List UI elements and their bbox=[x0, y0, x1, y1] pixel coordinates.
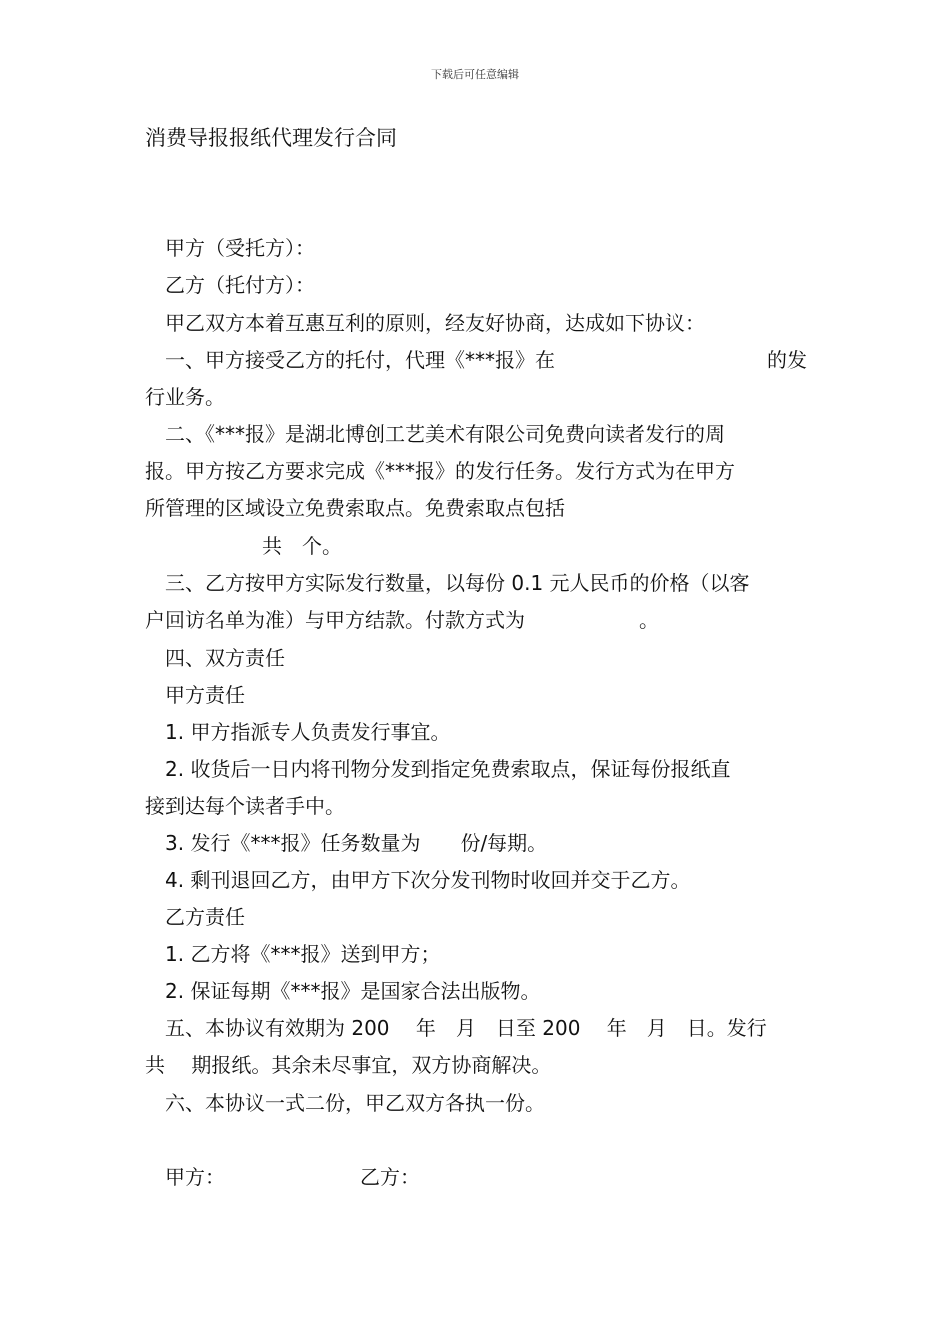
page-header: 下载后可任意编辑 bbox=[431, 68, 519, 81]
clause-2-count: 共 个。 bbox=[262, 534, 342, 558]
clause-1-text: 一、甲方接受乙方的托付，代理《***报》在 bbox=[165, 348, 555, 372]
clause-2-line-2: 报。甲方按乙方要求完成《***报》的发行任务。发行方式为在甲方 bbox=[145, 459, 735, 483]
clause-5-line-2: 共 期报纸。其余未尽事宜，双方协商解决。 bbox=[145, 1053, 552, 1077]
clause-6-line: 六、本协议一式二份，甲乙双方各执一份。 bbox=[165, 1091, 545, 1115]
party-a-duty-3: 3. 发行《***报》任务数量为 份/每期。 bbox=[165, 831, 548, 855]
clause-3-line-2 bbox=[145, 604, 807, 633]
party-b-line: 乙方（托付方）： bbox=[165, 273, 315, 297]
signature-party-b: 乙方： bbox=[360, 1165, 420, 1189]
party-a-duty-2: 2. 收货后一日内将刊物分发到指定免费索取点，保证每份报纸直 bbox=[165, 757, 731, 781]
clause-3-text: 户回访名单为准）与甲方结款。付款方式为 bbox=[145, 608, 525, 632]
party-a-duties-heading: 甲方责任 bbox=[165, 683, 245, 707]
clause-4-heading: 四、双方责任 bbox=[165, 646, 285, 670]
clause-3-line-1: 三、乙方按甲方实际发行数量，以每份 0.1 元人民币的价格（以客 bbox=[165, 571, 750, 595]
party-a-duty-2-continued: 接到达每个读者手中。 bbox=[145, 794, 345, 818]
party-b-duty-1: 1. 乙方将《***报》送到甲方； bbox=[165, 942, 441, 966]
document-title: 消费导报报纸代理发行合同 bbox=[145, 126, 397, 150]
signature-party-a: 甲方： bbox=[165, 1165, 225, 1189]
clause-2-line-1: 二、《***报》是湖北博创工艺美术有限公司免费向读者发行的周 bbox=[165, 422, 725, 446]
party-a-line: 甲方（受托方）： bbox=[165, 236, 315, 260]
intro-line: 甲乙双方本着互惠互利的原则，经友好协商，达成如下协议： bbox=[165, 311, 705, 335]
clause-3-period: 。 bbox=[639, 608, 659, 632]
party-a-duty-4: 4. 剩刊退回乙方，由甲方下次分发刊物时收回并交于乙方。 bbox=[165, 868, 691, 892]
party-b-duties-heading: 乙方责任 bbox=[165, 905, 245, 929]
party-b-duty-2: 2. 保证每期《***报》是国家合法出版物。 bbox=[165, 979, 541, 1003]
clause-2-line-3: 所管理的区域设立免费索取点。免费索取点包括 bbox=[145, 496, 565, 520]
clause-5-line-1: 五、本协议有效期为 200 年 月 日至 200 年 月 日。发行 bbox=[165, 1016, 767, 1040]
party-a-duty-1: 1. 甲方指派专人负责发行事宜。 bbox=[165, 720, 451, 744]
clause-1-tail: 的发 bbox=[767, 348, 807, 372]
clause-1-line bbox=[165, 344, 807, 373]
clause-1-continued: 行业务。 bbox=[145, 385, 225, 409]
